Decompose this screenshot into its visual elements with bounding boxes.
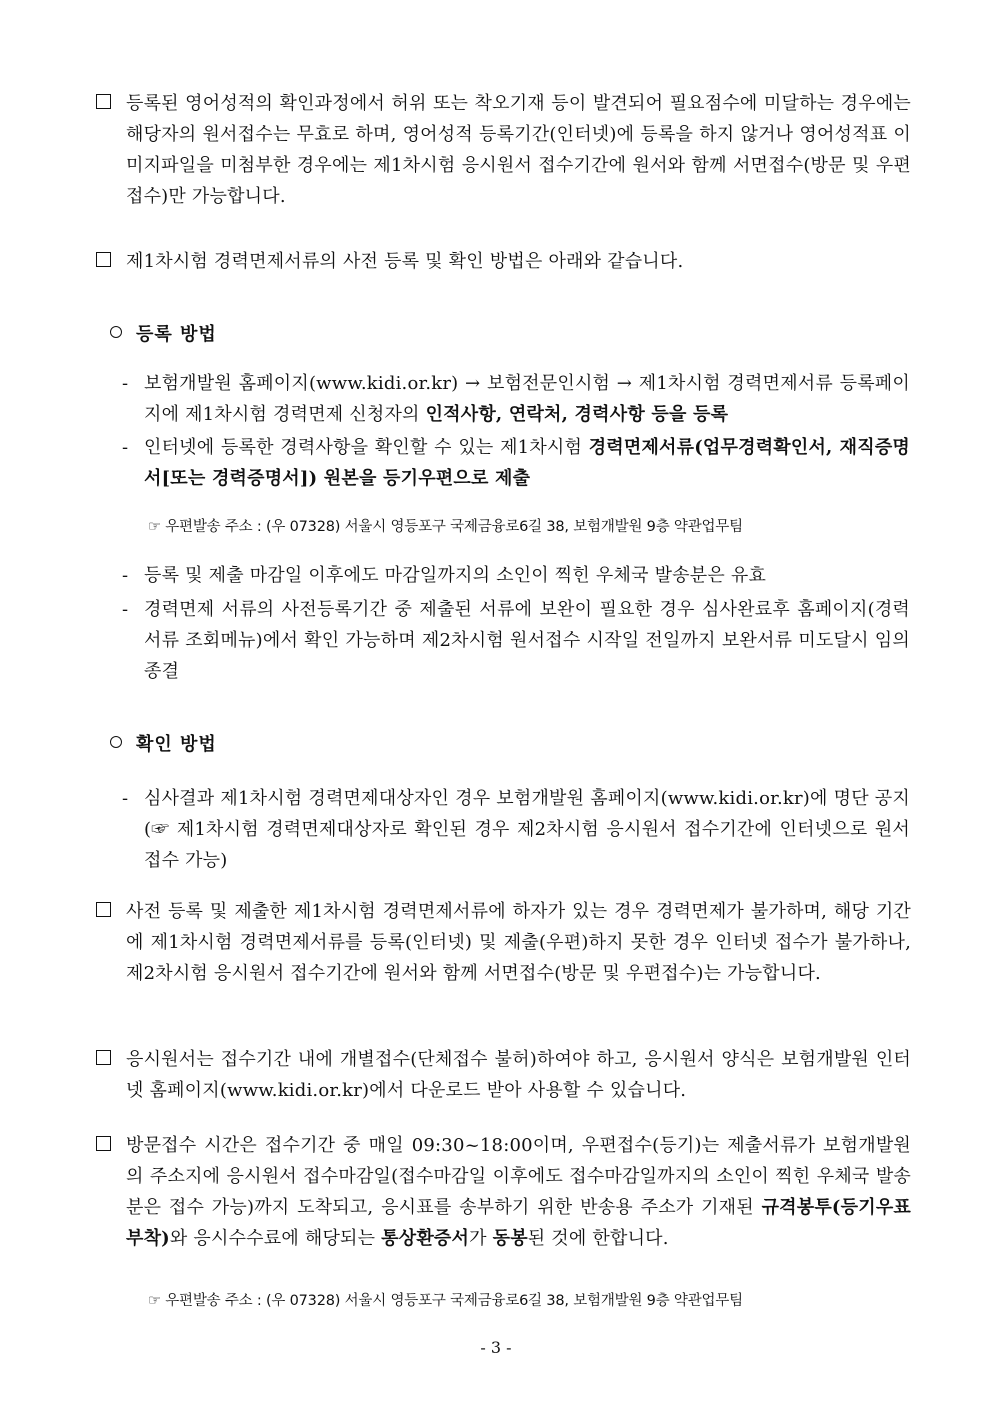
notice-text: 응시원서는 접수기간 내에 개별접수(단체접수 불허)하여야 하고, 응시원서 양식은 보험개발원 인터넷 홈페이지(www.kidi.or.kr)에서 다운로드 받아 사용할 수 있습니다. [126,1049,911,1101]
item-text: 심사결과 제1차시험 경력면제대상자인 경우 보험개발원 홈페이지(www.kidi.or.kr)에 명단 공지(☞ 제1차시험 경력면제대상자로 확인된 경우 제2차시험 응시원서 접수기간에 인터넷으로 원서접수 가능) [144,788,910,871]
list-item [122,368,910,430]
section-title: 확인 방법 [136,734,217,755]
notice-text: 방문접수 시간은 접수기간 중 매일 09:30~18:00이며, 우편접수(등기)는 제출서류가 보험개발원의 주소지에 응시원서 접수마감일(접수마감일 이후에도 접수마감일까지의 소인이 찍힌 우체국 발송분은 접수 가능)까지 도착되고, 응시표를 송부하기 위한 반송용 주소가 기재된 [126,1135,911,1218]
notice-emphasis: 통상환증서 [381,1228,470,1249]
dash-bullet: - [122,599,129,620]
checkbox-square-icon [96,94,111,109]
notice-english-score [96,88,911,212]
item-text: 등록 및 제출 마감일 이후에도 마감일까지의 소인이 찍힌 우체국 발송분은 유효 [144,565,767,586]
item-emphasis: 인적사항, 연락처, 경력사항 등을 등록 [425,404,729,425]
item-text: 보험개발원 홈페이지(www.kidi.or.kr) → 보험전문인시험 → 제1차시험 경력면제서류 등록페이지에 제1차시험 경력면제 신청자의 [144,373,910,425]
dash-bullet: - [122,788,129,809]
notice-emphasis: 규격봉투(등기우표 부착) [126,1197,911,1249]
notice-application-form [96,1044,911,1106]
section-registration-heading [110,320,217,346]
page-number: - 3 - [480,1338,512,1357]
item-text: 인터넷에 등록한 경력사항을 확인할 수 있는 제1차시험 [144,437,589,458]
notice-text: 가 [469,1228,493,1249]
notice-text: 등록된 영어성적의 확인과정에서 허위 또는 착오기재 등이 발견되어 필요점수에 미달하는 경우에는 해당자의 원서접수는 무효로 하며, 영어성적 등록기간(인터넷)에 등록을 하지 않거나 영어성적표 이미지파일을 미첨부한 경우에는 제1차시험 응시원서 접수기간에 원서와 함께 서면접수(방문 및 우편접수)만 가능합니다. [126,93,911,207]
list-item [122,594,910,687]
notice-emphasis: 동봉 [492,1228,528,1249]
circle-bullet-icon [110,326,122,338]
circle-bullet-icon [110,736,122,748]
section-confirmation-heading [110,730,217,756]
notice-text: 사전 등록 및 제출한 제1차시험 경력면제서류에 하자가 있는 경우 경력면제가 불가하며, 해당 기간에 제1차시험 경력면제서류를 등록(인터넷) 및 제출(우편)하지 못한 경우 인터넷 접수가 불가하나, 제2차시험 응시원서 접수기간에 원서와 함께 서면접수(방문 및 우편접수)는 가능합니다. [126,901,911,984]
dash-bullet: - [122,565,129,586]
notice-text: 제1차시험 경력면제서류의 사전 등록 및 확인 방법은 아래와 같습니다. [126,251,684,272]
list-item [122,432,910,494]
checkbox-square-icon [96,1050,111,1065]
notice-defect [96,896,911,989]
checkbox-square-icon [96,1136,111,1151]
checkbox-square-icon [96,902,111,917]
postal-address-note: ☞ 우편발송 주소 : (우 07328) 서울시 영등포구 국제금융로6길 38, 보험개발원 9층 약관업무팀 [148,519,743,535]
checkbox-square-icon [96,252,111,267]
item-emphasis: 경력면제서류(업무경력확인서, 재직증명서[또는 경력증명서]) 원본을 등기우편으로 제출 [144,437,910,489]
dash-bullet: - [122,437,129,458]
list-item [122,783,910,876]
notice-text: 된 것에 한합니다. [527,1228,669,1249]
dash-bullet: - [122,373,129,394]
notice-career-exemption [96,246,911,277]
notice-visit-mail [96,1130,911,1254]
postal-address-note: ☞ 우편발송 주소 : (우 07328) 서울시 영등포구 국제금융로6길 38, 보험개발원 9층 약관업무팀 [148,1293,743,1309]
section-title: 등록 방법 [136,324,217,345]
list-item [122,560,910,591]
item-text: 경력면제 서류의 사전등록기간 중 제출된 서류에 보완이 필요한 경우 심사완료후 홈페이지(경력서류 조회메뉴)에서 확인 가능하며 제2차시험 원서접수 시작일 전일까지 보완서류 미도달시 임의종결 [144,599,910,682]
notice-text: 와 응시수수료에 해당되는 [169,1228,382,1249]
